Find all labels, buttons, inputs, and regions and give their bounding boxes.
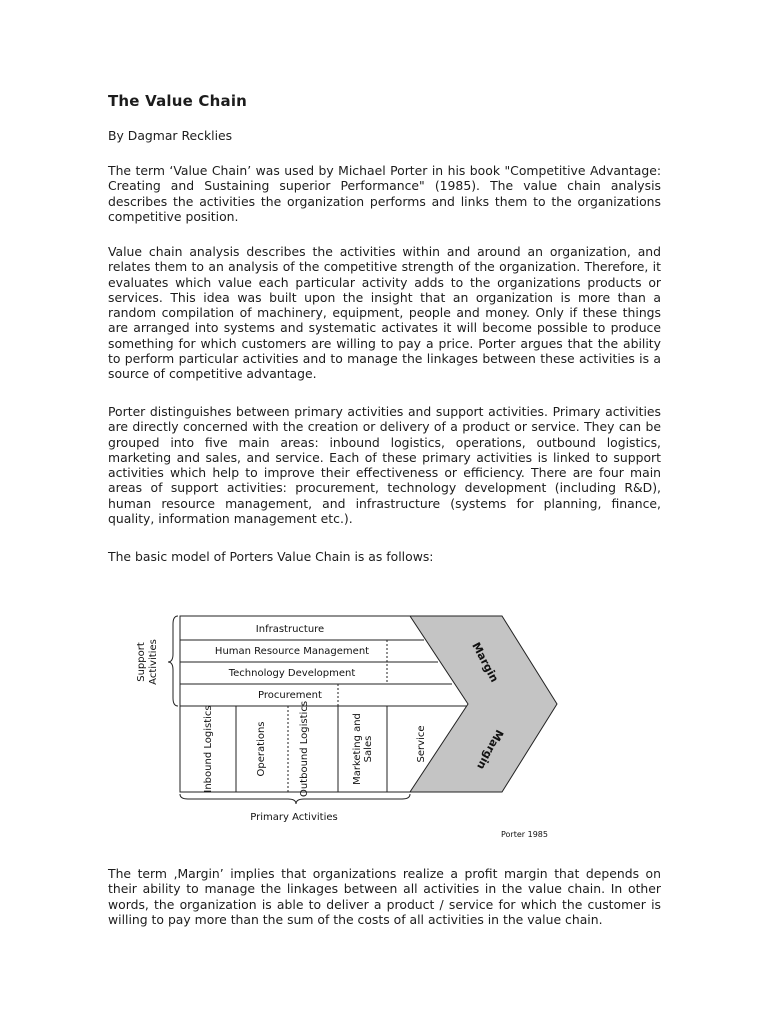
- value-chain-diagram: [120, 606, 570, 850]
- margin-label-top: Margin: [469, 640, 501, 685]
- support-brace: [168, 616, 178, 706]
- support-label-line2: Activities: [148, 639, 159, 685]
- paragraph-activities: Porter distinguishes between primary activities and support activities. Primary activities are directly concerned with the creation or delivery of a product or service. They can be grouped into five main areas: inbound logistics, operations, outbound logistics, marketing and sales, and service. Each of these primary activities is linked to support activities which help to improve their effectiveness or efficiency. There are four main areas of support activities: procurement, technology development (including R&D), human resource management, and infrastructure (systems for planning, finance, quality, information management etc.).: [108, 404, 661, 527]
- paragraph-margin: The term ‚Margin’ implies that organizations realize a profit margin that depends on their ability to manage the linkages between all activities in the value chain. In other words, the organization is able to deliver a product / service for which the customer is willing to pay more than the sum of the costs of all activities in the value chain.: [108, 866, 661, 927]
- document-author: By Dagmar Recklies: [108, 128, 233, 143]
- paragraph-intro: The term ‘Value Chain’ was used by Michael Porter in his book "Competitive Advantage: Creating and Sustaining superior Performance" (1985). The value chain analysis describes the activities the organization performs and links them to the organizations competitive position.: [108, 163, 661, 224]
- support-row-technology: Technology Development: [228, 668, 356, 679]
- primary-activities-label: Primary Activities: [250, 812, 338, 823]
- primary-marketing-line2: Sales: [363, 735, 374, 763]
- primary-operations: Operations: [256, 721, 267, 777]
- paragraph-analysis: Value chain analysis describes the activities within and around an organization, and relates them to an analysis of the competitive strength of the organization. Therefore, it evaluates which value each particular activity adds to the organizations products or services. This idea was built upon the insight that an organization is more than a random compilation of machinery, equipment, people and money. Only if these things are arranged into systems and systematic activates it will become possible to produce something for which customers are willing to pay a price. Porter argues that the ability to perform particular activities and to manage the linkages between these activities is a source of competitive advantage.: [108, 244, 661, 382]
- support-row-procurement: Procurement: [258, 690, 322, 701]
- primary-inbound-logistics: Inbound Logistics: [203, 705, 214, 793]
- support-label-line1: Support: [136, 642, 147, 682]
- primary-marketing-group: [352, 713, 374, 785]
- support-row-hrm: Human Resource Management: [214, 646, 370, 657]
- primary-brace: [180, 794, 410, 804]
- margin-label-bottom: Margin: [474, 727, 506, 772]
- primary-marketing-line1: Marketing and: [352, 713, 363, 785]
- value-chain-svg: [120, 606, 570, 846]
- support-row-infrastructure: Infrastructure: [255, 624, 325, 635]
- primary-service: Service: [416, 725, 427, 763]
- document-title: The Value Chain: [108, 92, 248, 110]
- frame-outline: [180, 616, 410, 792]
- primary-outbound-logistics: Outbound Logistics: [299, 700, 310, 798]
- diagram-credit: Porter 1985: [501, 830, 548, 839]
- paragraph-model-intro: The basic model of Porters Value Chain is as follows:: [108, 549, 434, 564]
